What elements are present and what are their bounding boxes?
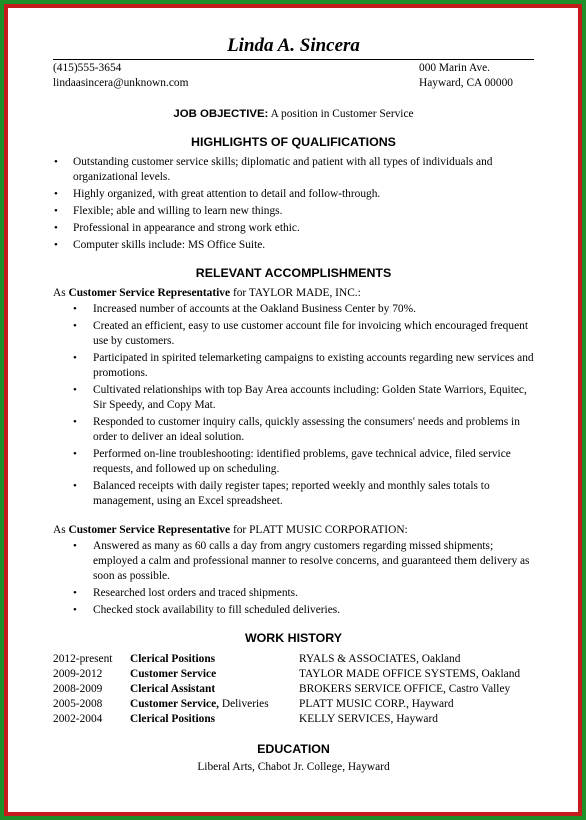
work-employer: KELLY SERVICES, Hayward [299,713,438,725]
objective-text: A position in Customer Service [270,108,414,120]
work-employer: BROKERS SERVICE OFFICE, Castro Valley [299,683,511,695]
objective-label: JOB OBJECTIVE: [173,108,269,120]
job-employer: for PLATT MUSIC CORPORATION: [232,524,408,536]
work-years: 2005-2008 [53,698,103,710]
work-employer: PLATT MUSIC CORP., Hayward [299,698,454,710]
job-heading-platt [53,523,534,538]
list-item: • Researched lost orders and traced shipments. [53,586,534,601]
table-row [53,682,534,697]
list-item: • Checked stock availability to fill scheduled deliveries. [53,603,534,618]
list-item: • Outstanding customer service skills; diplomatic and patient with all types of individuals and organizational levels. [53,155,534,185]
work-history-table [53,652,534,727]
job-heading-taylor [53,286,534,301]
work-title-cell [130,667,299,682]
education-text: Liberal Arts, Chabot Jr. College, Hayward [197,761,390,773]
work-title: Customer Service, [130,698,219,710]
list-item: • Professional in appearance and strong work ethic. [53,221,534,236]
platt-accomplishments-list [53,539,534,618]
list-item: • Cultivated relationships with top Bay Area accounts including: Golden State Warriors, Equitec, Sir Speedy, and Copy Mat. [53,383,534,413]
highlights-list [53,155,534,253]
highlights-title: HIGHLIGHTS OF QUALIFICATIONS [191,135,396,149]
work-title-cell [130,697,299,712]
work-title-cell [130,682,299,697]
contact-block [53,61,534,91]
list-item: • Computer skills include: MS Office Suite. [53,238,534,253]
taylor-accomplishments-list [53,302,534,509]
job-prefix: As [53,524,66,536]
candidate-name: Linda A. Sincera [227,35,360,56]
job-employer: for TAYLOR MADE, INC.: [232,287,361,299]
resume-page [8,8,578,812]
work-title: Clerical Positions [130,713,216,725]
contact-right [419,61,534,91]
work-employer: RYALS & ASSOCIATES, Oakland [299,653,461,665]
work-years: 2012-present [53,653,113,665]
phone: (415)555-3654 [53,62,122,74]
work-title: Clerical Assistant [130,683,216,695]
list-item: • Highly organized, with great attention to detail and follow-through. [53,187,534,202]
list-item: • Flexible; able and willing to learn new things. [53,204,534,219]
work-employer: TAYLOR MADE OFFICE SYSTEMS, Oakland [299,668,521,680]
job-role: Customer Service Representative [68,287,231,299]
email[interactable]: lindaasincera@unknown.com [53,77,189,89]
job-role: Customer Service Representative [68,524,231,536]
table-row [53,697,534,712]
list-item: • Created an efficient, easy to use customer account file for invoicing which encouraged frequent use by customers. [53,319,534,349]
accomplishments-title: RELEVANT ACCOMPLISHMENTS [195,266,392,280]
work-title-extra: Deliveries [221,698,269,710]
list-item: • Participated in spirited telemarketing campaigns to existing accounts regarding new services and promotions. [53,351,534,381]
contact-left [53,61,188,91]
work-years: 2002-2004 [53,713,103,725]
work-years: 2009-2012 [53,668,103,680]
list-item: • Balanced receipts with daily register tapes; reported weekly and monthly sales totals to management, using an Excel spreadsheet. [53,479,534,509]
list-item: • Answered as many as 60 calls a day from angry customers regarding missed shipments; employed a calm and professional manner to resolve concerns, and guaranteed them delivery as soon as possible. [53,539,534,584]
work-years: 2008-2009 [53,683,103,695]
list-item: • Increased number of accounts at the Oakland Business Center by 70%. [53,302,534,317]
work-title-cell [130,652,299,667]
header-rule [53,59,534,60]
list-item: • Performed on-line troubleshooting: identified problems, gave technical advice, filed service requests, and followed up on scheduling. [53,447,534,477]
table-row [53,712,534,727]
work-history-title: WORK HISTORY [244,631,343,645]
job-prefix: As [53,287,66,299]
work-title: Customer Service [130,668,217,680]
list-item: • Responded to customer inquiry calls, quickly assessing the consumers' needs and problems in order to deliver an ideal solution. [53,415,534,445]
work-title: Clerical Positions [130,653,216,665]
street-address: 000 Marin Ave. [419,62,490,74]
city-address: Hayward, CA 00000 [419,77,513,89]
table-row [53,652,534,667]
work-title-cell [130,712,299,727]
job-objective [53,107,534,122]
table-row [53,667,534,682]
education-title: EDUCATION [257,742,330,756]
